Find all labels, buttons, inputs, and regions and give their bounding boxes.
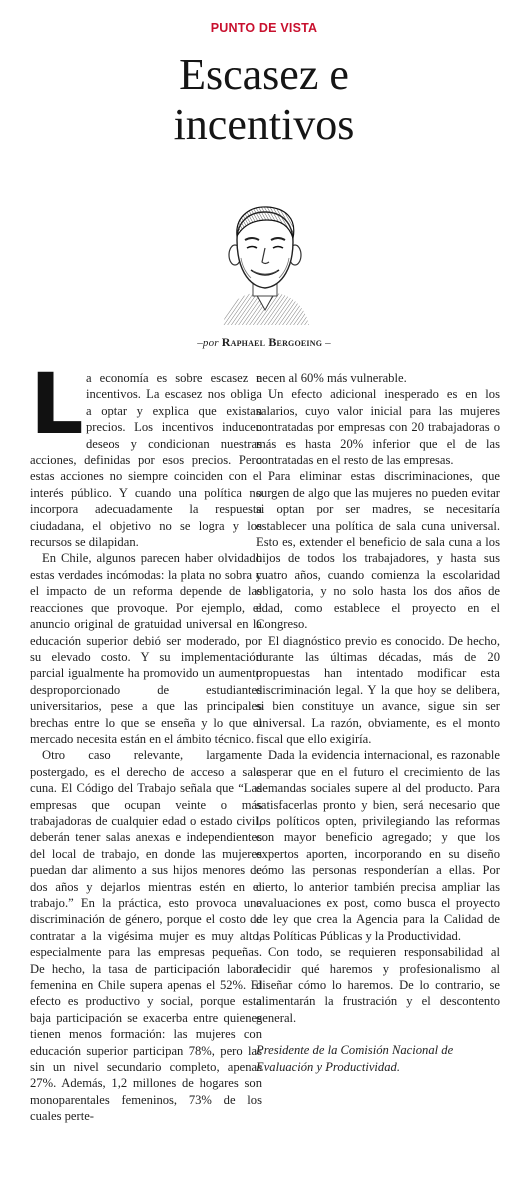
paragraph-3: Otro caso relevante, largamente postergado, es el derecho de acceso a sala cuna. El Código del Trabajo señala que “Las empresas que ocupan veinte o más trabajadoras de cualquier edad o estado civil, deberán tener salas anexas e independientes del local de trabajo, en donde las mujeres puedan dar alimento a sus hijos menores de dos años y dejarlos mientras estén en el trabajo.” En la práctica, esto provoca una discriminación de género, porque el costo de contratar a la vigésima mujer es muy alto, especialmente para las empresas pequeñas. De hecho, la tasa de participación laboral femenina en Chile supera apenas el 52%. El efecto es productivo y social, porque esta baja participación se exacerba entre quienes tienen menos formación: las mujeres con educación superior participan 78%, pero las sin un nivel secundario completo, apenas 27%. Además, 1,2 millones de hogares son monoparentales femeninos, 73% de los cuales perte- <box>30 748 262 1124</box>
byline <box>0 335 528 350</box>
byline-dash-right: – <box>325 337 331 349</box>
headline <box>0 50 528 150</box>
author-portrait-icon <box>205 200 325 325</box>
article-column-left <box>30 355 262 1125</box>
section-kicker: PUNTO DE VISTA <box>210 21 318 35</box>
paragraph-1-text: a economía es sobre escasez e incentivos. La escasez nos obliga a optar y explica que existan precios. Los incentivos inducen deseos y condicionan nuestras acciones, definidas por esos precios. Pero estas acciones no siempre coinciden con el interés público. Y cuando una política no incorpora adecuadamente la respuesta ciudadana, el objetivo no se logra y los recursos se dilapidan. <box>30 371 262 550</box>
paragraph-7: Dada la evidencia internacional, es razonable esperar que en el futuro el crecimiento de las demandas sociales supere al del producto. Para satisfacerlas pronto y bien, será necesario que los políticos opten, privilegiando las reformas con mayor beneficio agregado; y que los expertos aporten, incorporando en su diseño cómo las personas responderían a ellas. Por cierto, lo anterior también precisa ampliar las evaluaciones ex post, como busca el proyecto de ley que crea la Agencia para la Calidad de las Políticas Públicas y la Productividad. <box>256 748 500 943</box>
author-signoff: Presidente de la Comisión Nacional de Evaluación y Productividad. <box>256 1043 454 1075</box>
drop-cap: L <box>30 355 84 453</box>
headline-line-1: Escasez e <box>179 50 349 99</box>
byline-dash-left: – <box>197 337 203 349</box>
paragraph-4: Un efecto adicional inesperado es en los salarios, cuyo valor inicial para las mujeres contratadas por empresas con 20 trabajadoras o más es hasta 20% inferior que el de las contratadas en el resto de las empresas. <box>256 387 500 468</box>
article-column-right <box>256 370 500 1076</box>
paragraph-1 <box>30 355 262 550</box>
paragraph-6: El diagnóstico previo es conocido. De hecho, durante las últimas décadas, más de 20 propuestas han intentado modificar esta discriminación legal. Y la que hoy se delibera, si bien constituye un avance, sigue sin ser universal. La razón, obviamente, es el monto fiscal que ello exigiría. <box>256 633 500 746</box>
paragraph-2: En Chile, algunos parecen haber olvidado estas verdades incómodas: la plata no sobra y el impacto de un reforma depende de las reacciones que provoque. Por ejemplo, el anuncio original de gratuidad universal en la educación superior debió ser moderado, por su elevado costo. Y su implementación parcial igualmente ha promovido un aumento desproporcionado de estudiantes universitarios, pese a que las principales brechas entre lo que se enseña y lo que el mercado necesita están en el ámbito técnico. <box>30 551 262 746</box>
byline-por: por <box>202 337 219 349</box>
byline-author-name: Raphael Bergoeing <box>221 335 323 349</box>
paragraph-8: Con todo, se requieren responsabilidad al decidir qué haremos y profesionalismo al diseñar cómo lo haremos. De lo contrario, se alimentarán la frustración y el descontento general. <box>256 945 500 1025</box>
headline-line-2: incentivos <box>173 100 355 149</box>
paragraph-5: Para eliminar estas discriminaciones, que surgen de algo que las mujeres no pueden evitar si optan por ser madres, se necesitaría establecer una política de sala cuna universal. Esto es, extender el beneficio de sala cuna a los hijos de todos los trabajadores, y hasta sus cuatro años, cuando comienza la escolaridad obligatoria, y no solo hasta los dos años de edad, como establece el proyecto en el Congreso. <box>256 469 500 632</box>
paragraph-continued: necen al 60% más vulnerable. <box>256 371 407 385</box>
